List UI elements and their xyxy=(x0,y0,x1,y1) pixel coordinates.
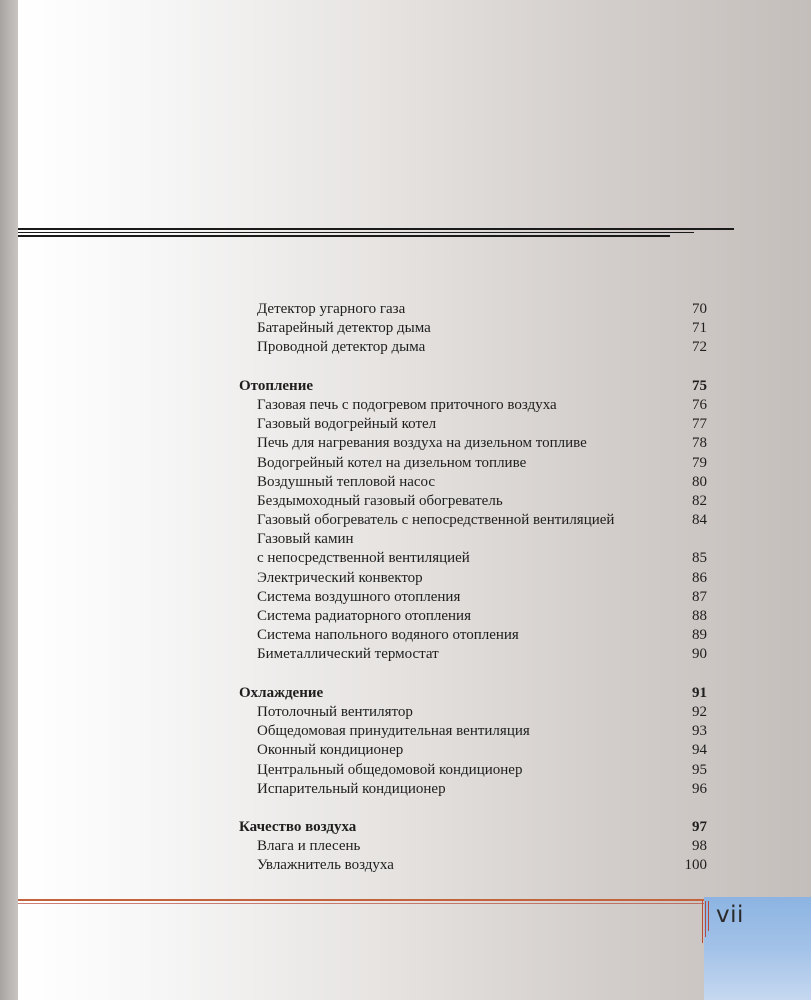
toc-entry[interactable] xyxy=(239,396,707,415)
header-rule xyxy=(18,235,670,237)
toc-section-title: Отопление xyxy=(239,377,313,394)
toc-section-page: 97 xyxy=(692,819,707,836)
toc-section-heading[interactable] xyxy=(239,377,707,396)
toc-entry-title: Воздушный тепловой насос xyxy=(257,473,436,490)
toc-entry-page: 77 xyxy=(692,416,707,433)
table-of-contents xyxy=(239,300,707,876)
header-rule xyxy=(18,228,734,230)
toc-entry-page: 84 xyxy=(692,512,707,529)
toc-entry[interactable] xyxy=(239,645,707,664)
toc-entry-title: Детектор угарного газа xyxy=(257,301,406,317)
header-rule xyxy=(18,232,694,233)
toc-entry[interactable] xyxy=(239,319,707,338)
toc-entry-title: Система воздушного отопления xyxy=(257,588,461,605)
book-spine-edge xyxy=(0,0,18,1000)
toc-entry[interactable] xyxy=(239,338,707,357)
toc-entry-page: 78 xyxy=(692,435,707,452)
toc-entry-page: 89 xyxy=(692,627,707,644)
toc-entry-title: с непосредственной вентиляцией xyxy=(257,550,470,567)
toc-entry[interactable] xyxy=(239,415,707,434)
toc-entry-page: 71 xyxy=(692,320,707,337)
toc-entry[interactable] xyxy=(239,741,707,760)
toc-entry-page: 87 xyxy=(692,588,707,605)
toc-entry-title: Батарейный детектор дыма xyxy=(257,320,431,337)
toc-entry[interactable] xyxy=(239,492,707,511)
toc-entry-title: Увлажнитель воздуха xyxy=(257,857,394,874)
toc-entry[interactable] xyxy=(239,588,707,607)
toc-entry-page: 82 xyxy=(692,492,707,509)
toc-entry[interactable] xyxy=(239,703,707,722)
toc-entry-page: 80 xyxy=(692,473,707,490)
toc-entry-title: Бездымоходный газовый обогреватель xyxy=(257,492,503,509)
toc-entry-page: 95 xyxy=(692,761,707,778)
toc-entry-title: Испарительный кондиционер xyxy=(257,780,446,797)
toc-entry[interactable] xyxy=(239,473,707,492)
toc-entry-page: 90 xyxy=(692,646,707,663)
toc-entry-title: Газовый водогрейный котел xyxy=(257,416,437,433)
toc-entry[interactable] xyxy=(239,300,707,319)
footer-tick xyxy=(708,901,709,931)
footer-rule xyxy=(18,903,811,904)
toc-entry-title: Потолочный вентилятор xyxy=(257,703,413,720)
footer-tick xyxy=(702,901,703,943)
toc-entry-title: Система напольного водяного отопления xyxy=(257,627,519,644)
toc-entry-title: Водогрейный котел на дизельном топливе xyxy=(257,454,527,471)
toc-entry-title: Печь для нагревания воздуха на дизельном топливе xyxy=(257,435,587,452)
toc-entry-title: Проводной детектор дыма xyxy=(257,339,426,356)
toc-entry-page: 72 xyxy=(692,339,707,356)
toc-entry[interactable] xyxy=(239,549,707,568)
toc-entry-page: 85 xyxy=(692,550,707,567)
toc-entry[interactable] xyxy=(239,626,707,645)
toc-section-page: 75 xyxy=(692,377,707,394)
toc-entry[interactable] xyxy=(239,856,707,875)
toc-entry-title: Электрический конвектор xyxy=(257,569,423,586)
toc-entry-title: Влага и плесень xyxy=(257,838,361,855)
toc-section-title: Качество воздуха xyxy=(239,819,357,836)
toc-entry-title: Общедомовая принудительная вентиляция xyxy=(257,723,530,740)
toc-entry-page: 92 xyxy=(692,703,707,720)
toc-entry-title: Оконный кондиционер xyxy=(257,742,404,759)
toc-entry-page: 86 xyxy=(692,569,707,586)
toc-entry-page: 94 xyxy=(692,742,707,759)
toc-entry[interactable] xyxy=(239,454,707,473)
footer-rule xyxy=(18,899,811,901)
toc-entry[interactable] xyxy=(239,511,707,530)
toc-entry-title: Система радиаторного отопления xyxy=(257,608,471,624)
page-number: vii xyxy=(716,902,744,928)
toc-entry-title: Газовый камин xyxy=(257,531,354,548)
toc-entry-title: Газовый обогреватель с непосредственной вентиляцией xyxy=(257,512,615,529)
toc-section-title: Охлаждение xyxy=(239,684,324,701)
toc-entry[interactable] xyxy=(239,780,707,799)
toc-section-heading[interactable] xyxy=(239,818,707,837)
toc-entry-page: 79 xyxy=(692,454,707,471)
footer-tick xyxy=(705,901,706,937)
toc-entry[interactable] xyxy=(239,722,707,741)
toc-entry[interactable] xyxy=(239,837,707,856)
toc-entry-page: 100 xyxy=(684,857,707,874)
toc-entry-page: 93 xyxy=(692,723,707,740)
toc-entry-page: 88 xyxy=(692,608,707,624)
toc-entry-title: Биметаллический термостат xyxy=(257,646,439,663)
toc-entry[interactable] xyxy=(239,434,707,453)
toc-entry-page: 98 xyxy=(692,838,707,855)
toc-entry[interactable] xyxy=(239,530,707,549)
toc-section-page: 91 xyxy=(692,684,707,701)
toc-entry[interactable] xyxy=(239,569,707,588)
toc-section-heading[interactable] xyxy=(239,684,707,703)
toc-entry[interactable] xyxy=(239,607,707,626)
toc-entry-page: 76 xyxy=(692,396,707,413)
toc-entry-title: Центральный общедомовой кондиционер xyxy=(257,761,523,778)
toc-entry[interactable] xyxy=(239,761,707,780)
toc-entry-page: 70 xyxy=(692,301,707,317)
toc-entry-title: Газовая печь с подогревом приточного воздуха xyxy=(257,396,557,413)
toc-entry-page: 96 xyxy=(692,780,707,797)
